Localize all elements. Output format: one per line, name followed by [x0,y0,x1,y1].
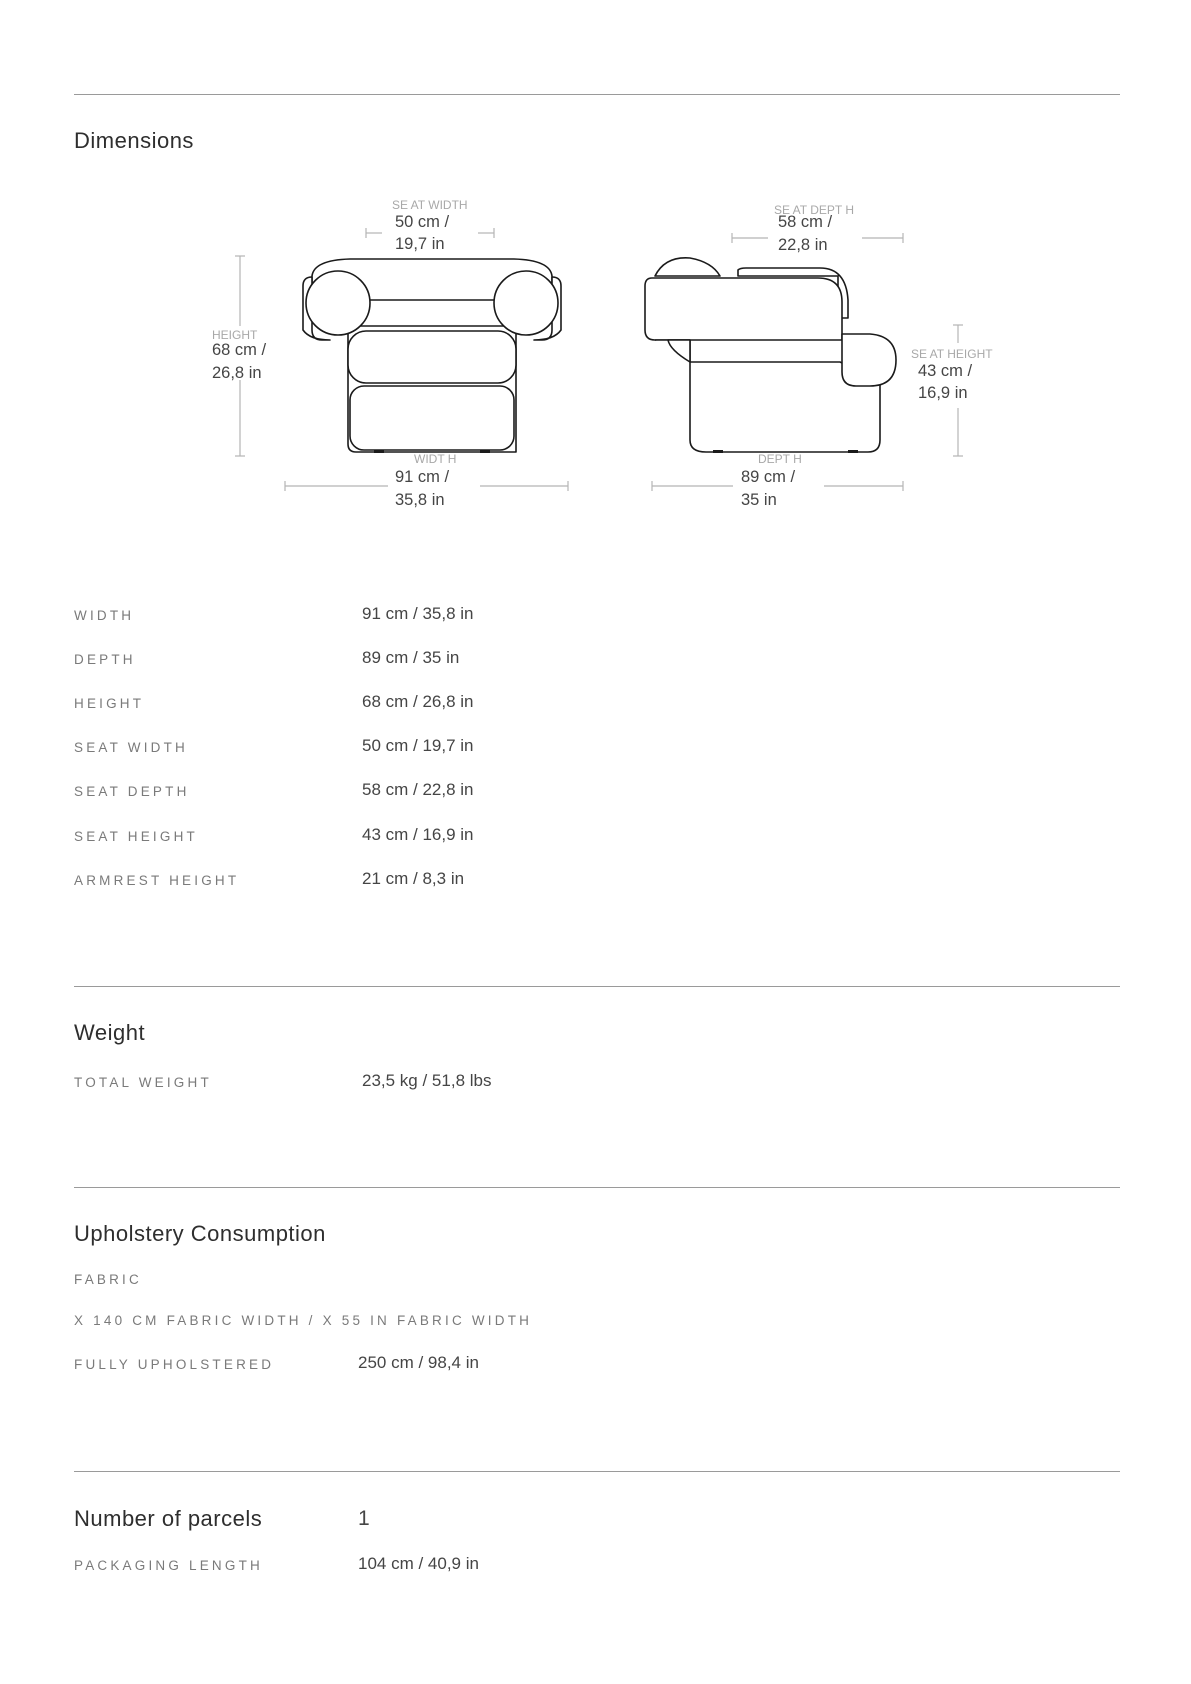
dim-value-height: 68 cm / 26,8 in [362,692,474,711]
packaging-length-label: PACKAGING LENGTH [74,1558,263,1573]
dim-label-seat-depth: SEAT DEPTH [74,784,190,799]
dim-label-depth: DEPTH [74,652,136,667]
dim-value-seat-depth: 58 cm / 22,8 in [362,780,474,799]
weight-heading: Weight [74,1020,146,1045]
chair-side-view [645,258,896,453]
section-divider-upholstery [74,1187,1120,1188]
front-width-value-cm: 91 cm / [395,468,450,486]
dimensions-heading: Dimensions [74,128,194,153]
parcels-heading: Number of parcels [74,1506,263,1531]
chair-dimension-drawing [0,0,1191,540]
side-seat-depth-value-in: 22,8 in [778,236,828,254]
side-seat-height-value-cm: 43 cm / [918,362,973,380]
parcels-count: 1 [358,1507,370,1530]
fully-upholstered-label: FULLY UPHOLSTERED [74,1357,275,1372]
side-seat-height-value-in: 16,9 in [918,384,968,402]
dim-value-seat-height: 43 cm / 16,9 in [362,825,474,844]
front-seat-width-value-in: 19,7 in [395,235,445,253]
fabric-label: FABRIC [74,1272,142,1287]
packaging-length-value: 104 cm / 40,9 in [358,1554,479,1573]
dim-label-width: WIDTH [74,608,135,623]
dim-value-depth: 89 cm / 35 in [362,648,460,667]
dim-value-armrest-height: 21 cm / 8,3 in [362,869,465,888]
front-height-value-in: 26,8 in [212,364,262,382]
front-seat-width-label: SE AT WIDTH [392,198,468,212]
dim-label-armrest-height: ARMREST HEIGHT [74,873,240,888]
weight-value: 23,5 kg / 51,8 lbs [362,1071,492,1090]
weight-label: TOTAL WEIGHT [74,1075,212,1090]
chair-front-view [303,259,561,453]
dim-label-height: HEIGHT [74,696,145,711]
side-seat-depth-label: SE AT DEPT H [774,203,855,217]
fully-upholstered-value: 250 cm / 98,4 in [358,1353,479,1372]
section-divider-parcels [74,1471,1120,1472]
side-seat-depth-value-cm: 58 cm / [778,213,833,231]
front-width-value-in: 35,8 in [395,491,445,509]
side-depth-label: DEPT H [758,452,802,466]
side-depth-value-in: 35 in [741,491,777,509]
dim-label-seat-width: SEAT WIDTH [74,740,189,755]
fabric-width-label: X 140 CM FABRIC WIDTH / X 55 IN FABRIC WIDTH [74,1313,533,1328]
front-height-label: HEIGHT [212,328,258,342]
front-width-label: WIDT H [414,452,457,466]
upholstery-heading: Upholstery Consumption [74,1221,326,1246]
dim-value-seat-width: 50 cm / 19,7 in [362,736,474,755]
side-seat-height-label: SE AT HEIGHT [911,347,993,361]
dim-value-width: 91 cm / 35,8 in [362,604,474,623]
front-height-value-cm: 68 cm / [212,341,267,359]
section-divider-weight [74,986,1120,987]
front-seat-width-value-cm: 50 cm / [395,213,450,231]
dim-label-seat-height: SEAT HEIGHT [74,829,198,844]
side-depth-value-cm: 89 cm / [741,468,796,486]
